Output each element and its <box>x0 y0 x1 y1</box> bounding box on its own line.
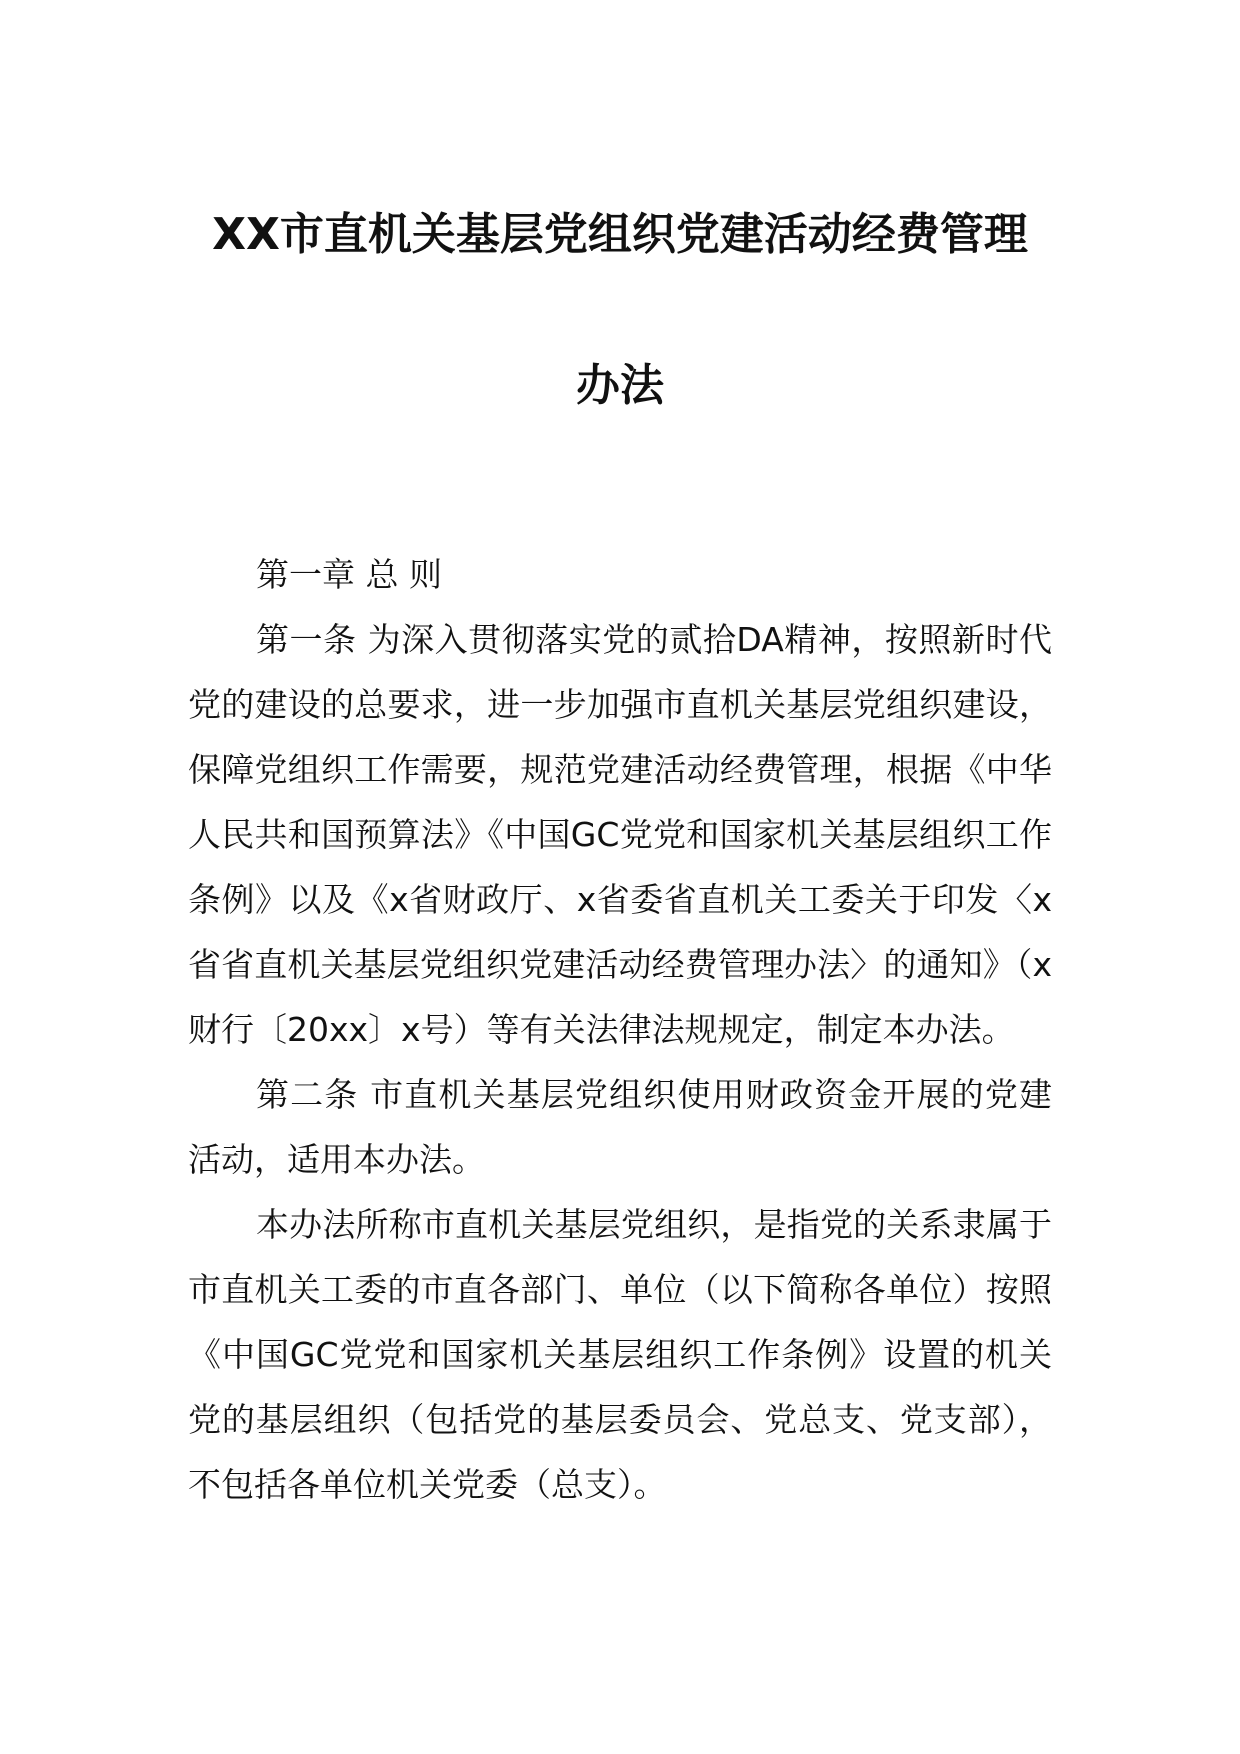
article-1-paragraph: 第一条 为深入贯彻落实党的贰拾DA精神，按照新时代党的建设的总要求，进一步加强市直机关基层党组织建设，保障党组织工作需要，规范党建活动经费管理，根据《中华人民共和国预算法》《中国GC党党和国家机关基层组织工作条例》以及《x省财政厅、x省委省直机关工委关于印发〈x省省直机关基层党组织党建活动经费管理办法〉的通知》（x财行〔20xx〕x号）等有关法律法规规定，制定本办法。 <box>188 620 1052 1049</box>
article-2-paragraph: 第二条 市直机关基层党组织使用财政资金开展的党建活动，适用本办法。 <box>188 1075 1052 1179</box>
chapter-heading: 第一章 总 则 <box>256 555 442 594</box>
definition-paragraph: 本办法所称市直机关基层党组织，是指党的关系隶属于市直机关工委的市直各部门、单位（以下简称各单位）按照《中国GC党党和国家机关基层组织工作条例》设置的机关党的基层组织（包括党的基层委员会、党总支、党支部），不包括各单位机关党委（总支）。 <box>188 1205 1052 1504</box>
document-title-line-1: XX市直机关基层党组织党建活动经费管理 <box>212 209 1028 260</box>
document-title-line-2: 办法 <box>576 360 664 411</box>
document-body <box>188 542 1052 1517</box>
